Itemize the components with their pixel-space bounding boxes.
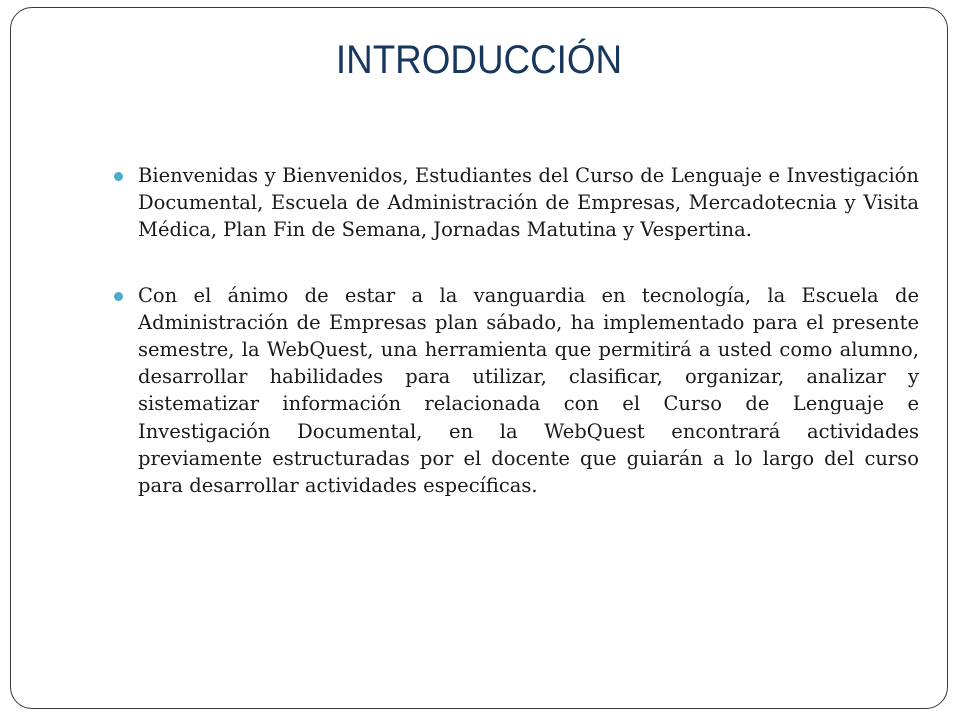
bullet-item [106,282,919,500]
bullet-item [106,162,919,244]
slide-frame [10,7,948,709]
bullet-text: Bienvenidas y Bienvenidos, Estudiantes del Curso de Lenguaje e Investigación Documental, Escuela de Administración de Empresas, Mercadotecnia y Visita Médica, Plan Fin de Semana, Jornadas Matutina y Vespertina. [138,164,919,242]
bullet-list [106,162,919,537]
slide-title: INTRODUCCIÓN [335,38,623,82]
bullet-dot-icon [114,172,123,181]
bullet-text: Con el ánimo de estar a la vanguardia en tecnología, la Escuela de Administración de Empresas plan sábado, ha implementado para el presente semestre, la WebQuest, una herramienta que permitirá a usted como alumno, desarrollar habilidades para utilizar, clasificar, organizar, analizar y sistematizar información relacionada con el Curso de Lenguaje e Investigación Documental, en la WebQuest encontrará actividades previamente estructuradas por el docente que guiarán a lo largo del curso para desarrollar actividades específicas. [138,283,919,498]
bullet-dot-icon [114,292,123,301]
